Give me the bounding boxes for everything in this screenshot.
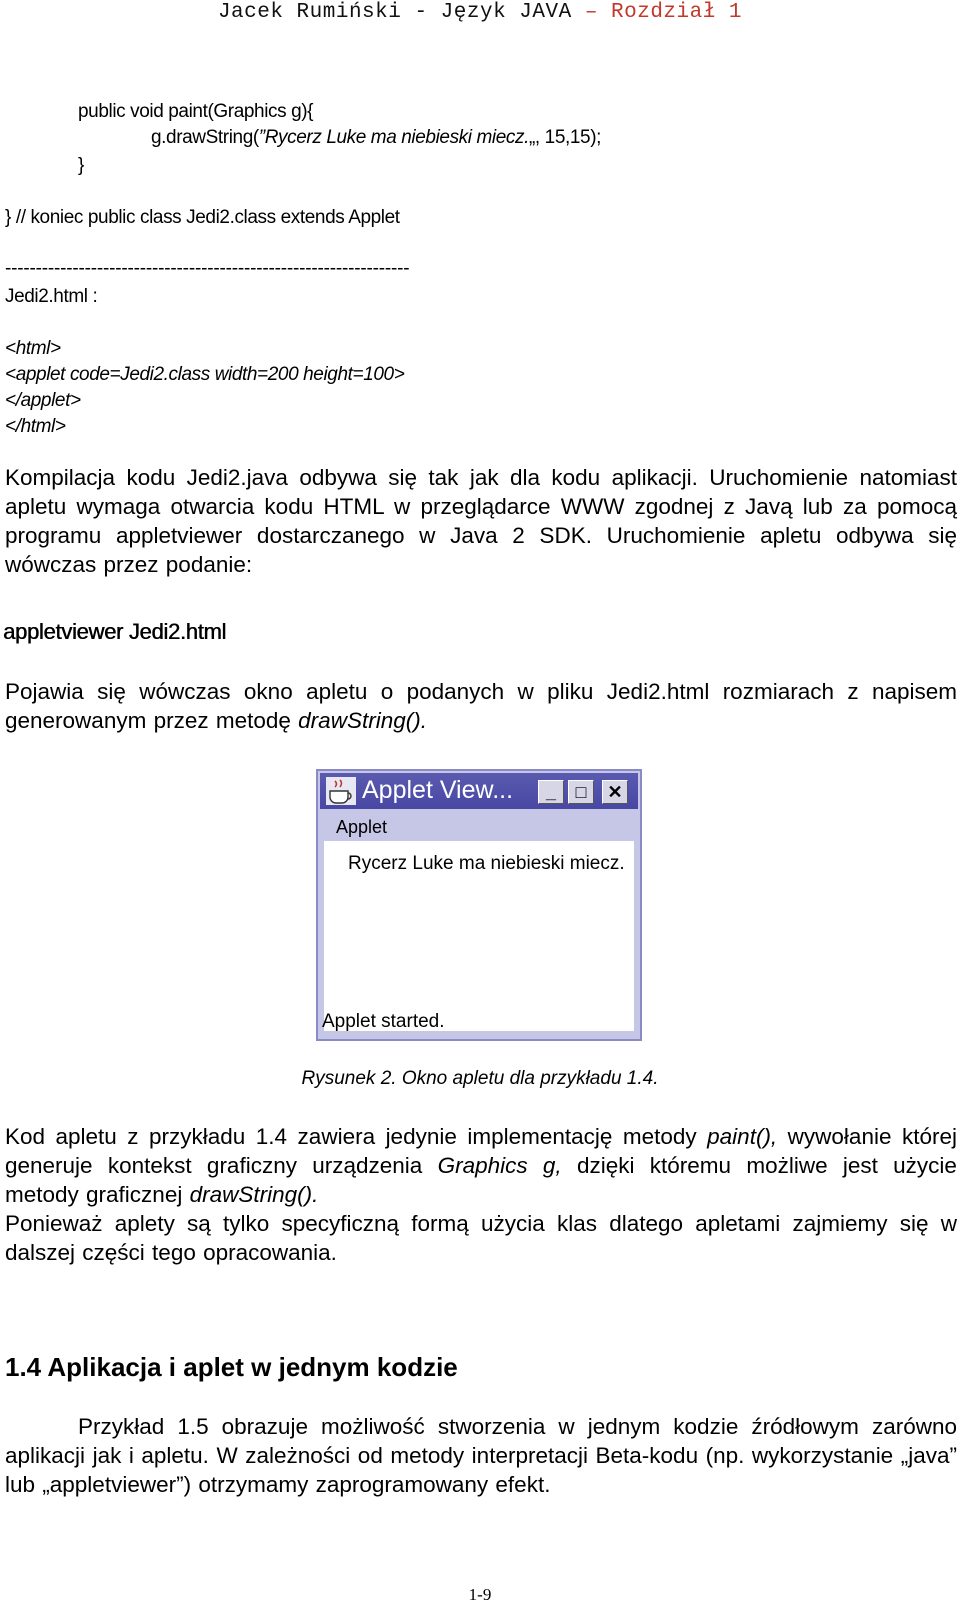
header-chapter: – Rozdział 1 bbox=[584, 1, 743, 24]
close-button[interactable]: ✕ bbox=[602, 780, 628, 804]
status-bar: Applet started. bbox=[322, 1011, 445, 1032]
code-fragment: g.drawString( bbox=[151, 127, 259, 148]
header-author: Jacek Rumiński - Język JAVA bbox=[217, 1, 572, 24]
file-label: Jedi2.html : bbox=[5, 286, 98, 307]
code-line: </applet> bbox=[5, 390, 81, 411]
text: Kod apletu z przykładu 1.4 zawiera jedynie implementację metody bbox=[5, 1124, 697, 1149]
code-line: } bbox=[78, 155, 84, 176]
method-name: paint(), bbox=[707, 1124, 778, 1149]
separator-line: ------------------------------------------------------------------ bbox=[5, 258, 410, 279]
method-name: drawString(). bbox=[298, 708, 427, 733]
maximize-button[interactable]: □ bbox=[568, 780, 594, 804]
code-line: <applet code=Jedi2.class width=200 height=100> bbox=[5, 364, 405, 385]
code-string: ”Rycerz Luke ma niebieski miecz. bbox=[258, 127, 529, 148]
paragraph: Kompilacja kodu Jedi2.java odbywa się tak jak dla kodu aplikacji. Uruchomienie natomiast apletu wymaga otwarcia kodu HTML w przeglądarce WWW zgodnej z Javą lub za pomocą programu appletviewer dostarczanego w Java 2 SDK. Uruchomienie apletu odbywa się wówczas przez podanie: bbox=[5, 465, 957, 577]
paragraph bbox=[5, 677, 957, 735]
java-cup-icon bbox=[326, 777, 356, 805]
paragraph bbox=[5, 1122, 957, 1209]
title-bar[interactable] bbox=[320, 773, 638, 809]
paragraph: Ponieważ aplety są tylko specyficzną formą użycia klas dlatego apletami zajmiemy się w dalszej części tego opracowania. bbox=[5, 1211, 957, 1265]
window-title: Applet View... bbox=[362, 776, 514, 804]
code-fragment: „, 15,15); bbox=[528, 127, 602, 148]
applet-viewer-window bbox=[316, 769, 642, 1041]
code-line: } // koniec public class Jedi2.class extends Applet bbox=[5, 207, 400, 228]
code-line: public void paint(Graphics g){ bbox=[78, 101, 314, 122]
command-line: appletviewer Jedi2.html bbox=[3, 619, 226, 644]
applet-canvas bbox=[324, 841, 634, 1031]
figure-caption: Rysunek 2. Okno apletu dla przykładu 1.4. bbox=[301, 1068, 659, 1089]
page-header bbox=[0, 1, 960, 24]
text: dzięki któremu możliwe jest użycie metody graficznej bbox=[5, 1153, 957, 1207]
menu-applet[interactable]: Applet bbox=[336, 817, 388, 837]
section-heading: 1.4 Aplikacja i aplet w jednym kodzie bbox=[5, 1352, 458, 1382]
text: wywołanie której generuje kontekst graficzny urządzenia bbox=[5, 1124, 957, 1178]
text: Pojawia się wówczas okno apletu o podanych w pliku Jedi2.html rozmiarach z napisem generowanym przez metodę bbox=[5, 679, 957, 733]
class-name: Graphics g, bbox=[437, 1153, 562, 1178]
code-line: </html> bbox=[5, 416, 66, 437]
code-line bbox=[151, 127, 601, 149]
minimize-button[interactable]: _ bbox=[538, 780, 564, 804]
method-name: drawString(). bbox=[189, 1182, 319, 1207]
code-line: <html> bbox=[5, 338, 61, 359]
applet-message: Rycerz Luke ma niebieski miecz. bbox=[348, 853, 625, 874]
page-number: 1-9 bbox=[468, 1585, 492, 1604]
menu-bar bbox=[320, 811, 638, 841]
paragraph: Przykład 1.5 obrazuje możliwość stworzenia w jednym kodzie źródłowym zarówno aplikacji jak i apletu. W zależności od metody interpretacji Beta-kodu (np. wykorzystanie „java” lub „appletviewer”) otrzymamy zaprogramowany efekt. bbox=[5, 1414, 957, 1497]
